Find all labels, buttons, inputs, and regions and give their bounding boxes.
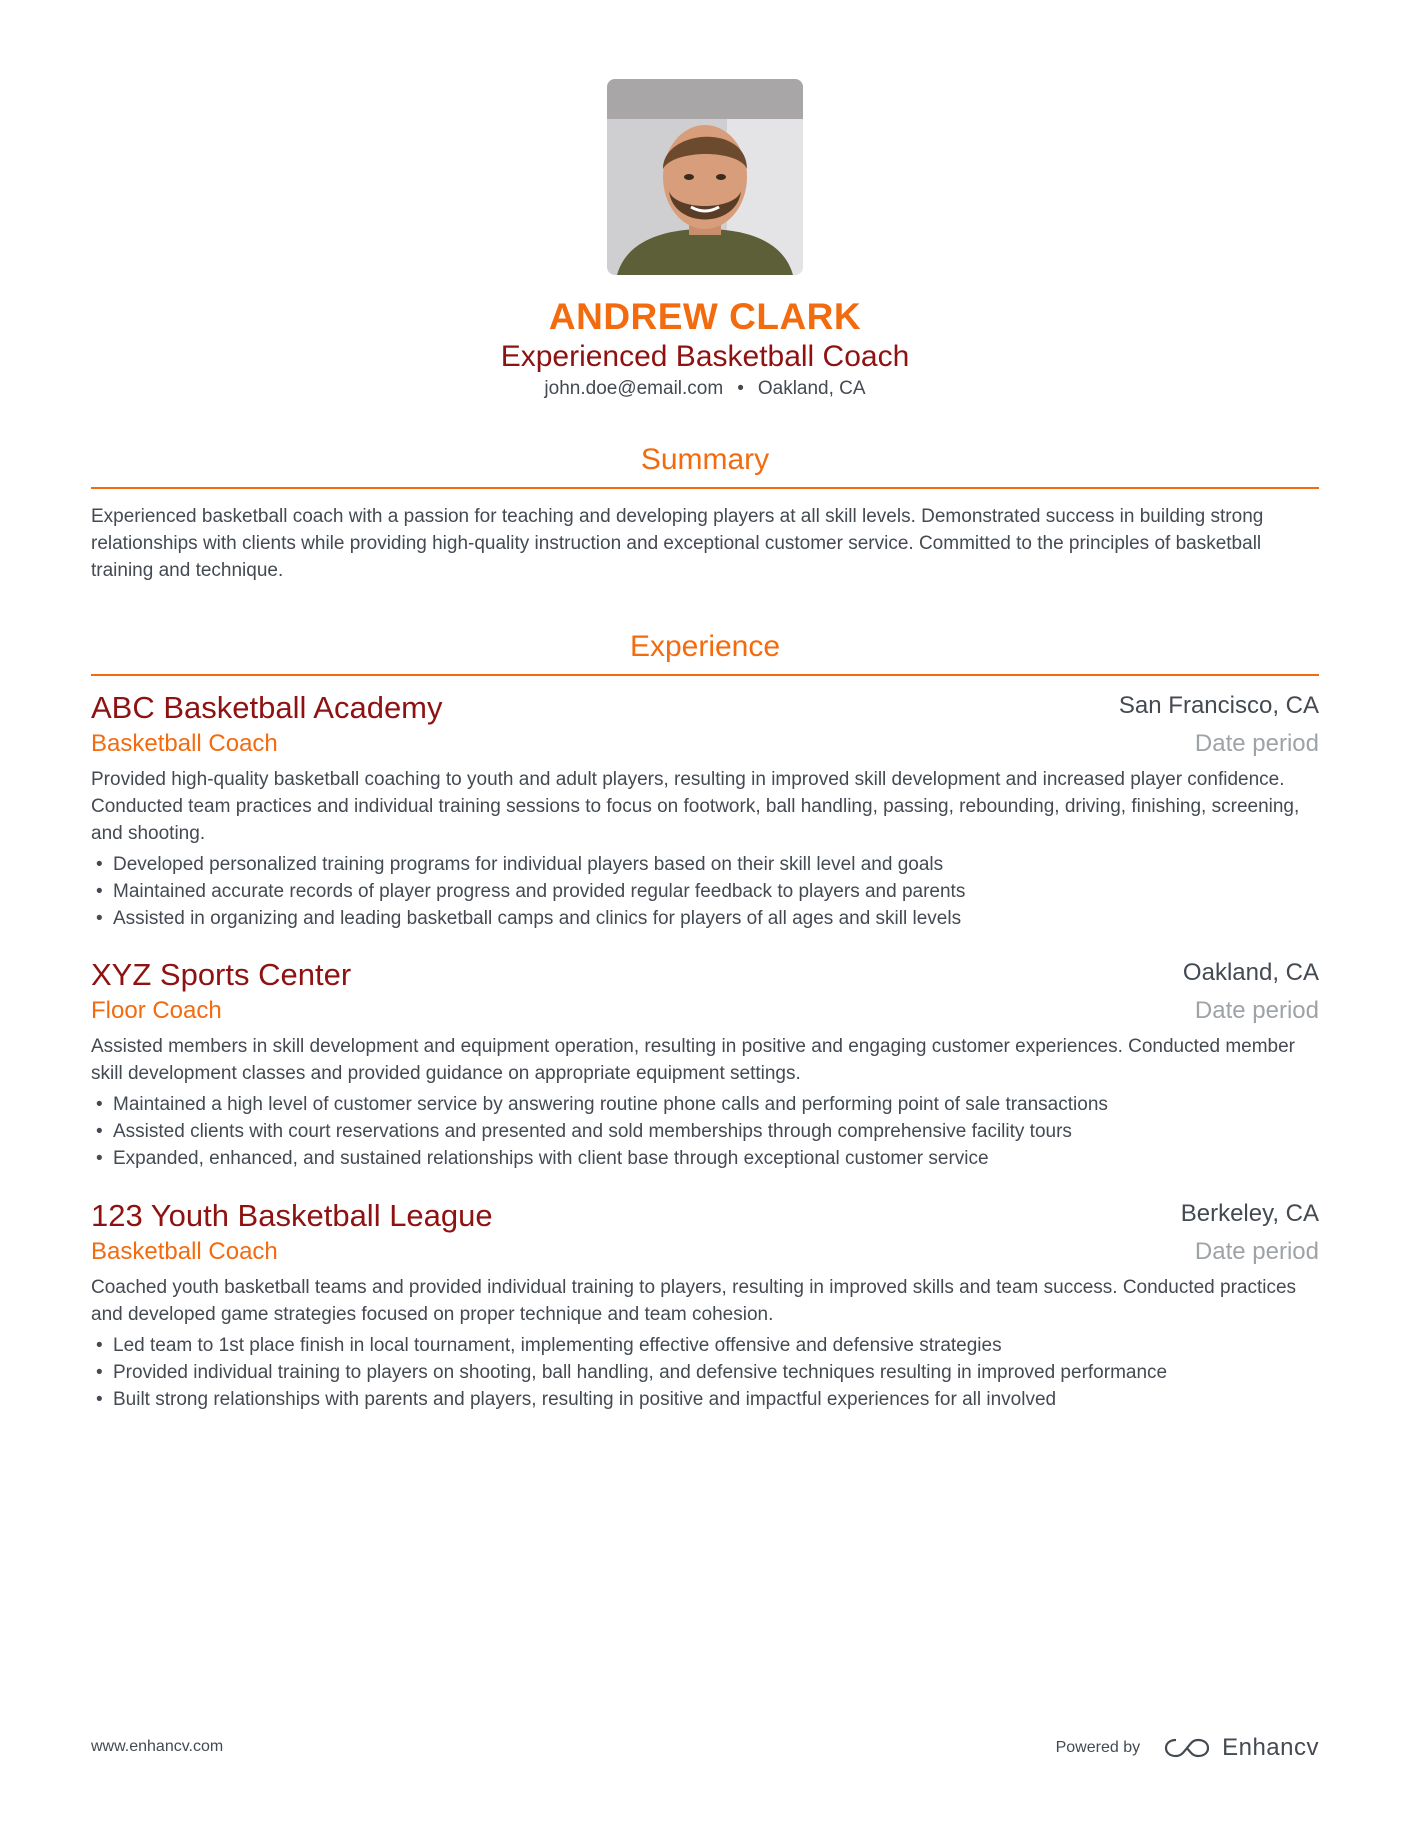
- job-bullets: [91, 1091, 1319, 1172]
- job-location: Oakland, CA: [1182, 959, 1319, 986]
- job-role: Basketball Coach: [91, 730, 278, 757]
- job-location: San Francisco, CA: [1118, 692, 1319, 719]
- job-dates: Date period: [1194, 730, 1319, 757]
- location-text: Oakland, CA: [757, 378, 866, 399]
- job-entry-xyz: [91, 957, 1319, 1172]
- job-bullet: • Maintained a high level of customer service by answering routine phone calls and performing point of sale transactions: [91, 1091, 1319, 1118]
- job-description: Coached youth basketball teams and provided individual training to players, resulting in improved skills and team success. Conducted practices and developed game strategies focused on proper technique and team cohesion.: [91, 1277, 1297, 1325]
- email-text[interactable]: john.doe@email.com: [544, 378, 724, 399]
- enhancv-logo-icon: [1164, 1736, 1210, 1760]
- footer-branding: [1056, 1734, 1319, 1762]
- job-bullet: • Built strong relationships with parents and players, resulting in positive and impactful experiences for all involved: [91, 1386, 1319, 1413]
- summary-divider: [91, 487, 1319, 489]
- job-role: Floor Coach: [91, 997, 222, 1024]
- company-name: 123 Youth Basketball League: [91, 1198, 493, 1233]
- avatar-illustration: [607, 79, 803, 275]
- summary-heading: Summary: [640, 443, 770, 476]
- job-bullet: • Provided individual training to players on shooting, ball handling, and defensive techniques resulting in improved performance: [91, 1359, 1319, 1386]
- resume-page: [91, 0, 1319, 1826]
- job-entry-123: [91, 1198, 1319, 1413]
- job-bullet: • Assisted clients with court reservations and presented and sold memberships through comprehensive facility tours: [91, 1118, 1319, 1145]
- job-bullet: • Developed personalized training programs for individual players based on their skill level and goals: [91, 851, 1319, 878]
- summary-text: Experienced basketball coach with a passion for teaching and developing players at all skill levels. Demonstrated success in building strong relationships with clients while providing high-quality instruction and exceptional customer service. Committed to the principles of basketball training and technique.: [91, 506, 1264, 581]
- job-role: Basketball Coach: [91, 1238, 278, 1265]
- job-dates: Date period: [1194, 1238, 1319, 1265]
- candidate-headline: Experienced Basketball Coach: [500, 340, 910, 373]
- job-bullet: • Maintained accurate records of player progress and provided regular feedback to players and parents: [91, 878, 1319, 905]
- job-bullet: • Assisted in organizing and leading basketball camps and clinics for players of all ages and skill levels: [91, 905, 1319, 932]
- job-bullet: • Expanded, enhanced, and sustained relationships with client base through exceptional customer service: [91, 1145, 1319, 1172]
- job-bullets: [91, 1332, 1319, 1413]
- company-name: XYZ Sports Center: [91, 957, 352, 992]
- profile-photo: [607, 79, 803, 275]
- footer-website-link[interactable]: www.enhancv.com: [91, 1738, 224, 1755]
- experience-divider: [91, 674, 1319, 676]
- job-entry-abc: [91, 690, 1319, 932]
- candidate-name: ANDREW CLARK: [548, 296, 862, 337]
- contact-separator: •: [737, 378, 744, 399]
- job-description: Assisted members in skill development and equipment operation, resulting in positive and engaging customer experiences. Conducted member skill development classes and provided guidance on appropriate equipment settings.: [91, 1036, 1295, 1084]
- experience-heading: Experience: [629, 630, 781, 663]
- powered-by-label: Powered by: [1055, 1739, 1141, 1756]
- contact-info: [91, 378, 1319, 400]
- company-name: ABC Basketball Academy: [91, 690, 443, 725]
- job-dates: Date period: [1194, 997, 1319, 1024]
- job-bullet: • Led team to 1st place finish in local tournament, implementing effective offensive and defensive strategies: [91, 1332, 1319, 1359]
- job-bullets: [91, 851, 1319, 932]
- brand-name[interactable]: Enhancv: [1222, 1734, 1319, 1761]
- job-location: Berkeley, CA: [1180, 1200, 1319, 1227]
- job-description: Provided high-quality basketball coaching to youth and adult players, resulting in improved skill development and increased player confidence. Conducted team practices and individual training sessions to focus on footwork, ball handling, passing, rebounding, driving, finishing, screening, and shooting.: [91, 769, 1300, 844]
